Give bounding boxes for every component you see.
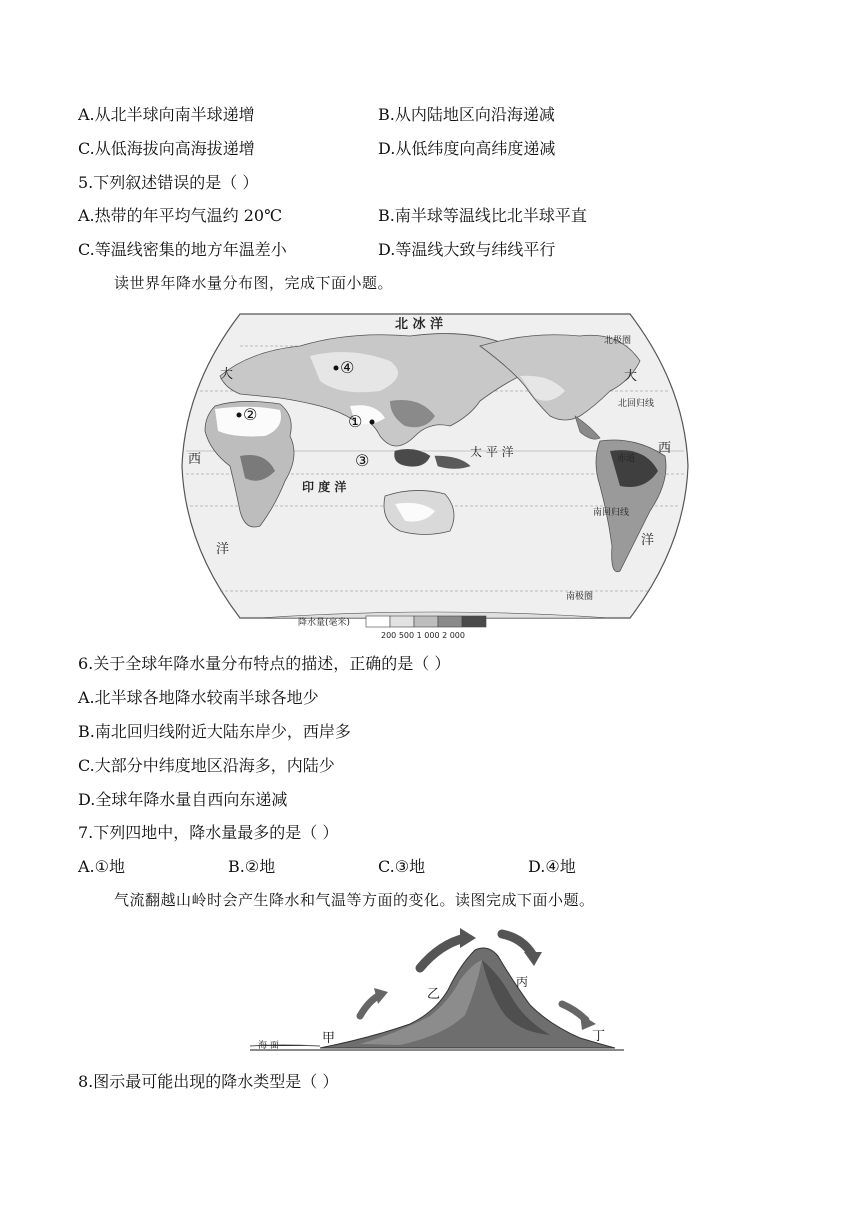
q7-option-c: C.③地: [378, 857, 426, 876]
atlantic-label-yang-left: 洋: [216, 542, 230, 557]
q6-option-b: B.南北回归线附近大陆东岸少，西岸多: [78, 722, 351, 741]
arctic-circle-label: 北极圈: [604, 336, 632, 346]
q6-option-d: D.全球年降水量自西向东递减: [78, 790, 288, 809]
label-yi: 乙: [427, 987, 441, 1002]
equator-label: 赤道: [617, 454, 636, 464]
q5-option-a: A.热带的年平均气温约 20℃: [78, 206, 282, 225]
atlantic-label-xi-left: 西: [188, 452, 202, 467]
point-2-label: ②: [243, 405, 258, 424]
legend-title: 降水量(毫米): [298, 618, 351, 628]
legend-swatches: [366, 616, 486, 627]
leeward-arrowhead: [580, 1014, 596, 1030]
q4-option-c: C.从低海拔向高海拔递增: [78, 139, 255, 158]
q6-option-c: C.大部分中纬度地区沿海多，内陆少: [78, 756, 335, 775]
windward-arrow: [360, 996, 378, 1016]
top-left-arrowhead: [460, 928, 476, 948]
atlantic-label-xi-right: 西: [658, 441, 672, 456]
q5-option-c: C.等温线密集的地方年温差小: [78, 240, 287, 259]
tropic-of-capricorn-label: 南回归线: [593, 508, 630, 518]
indian-ocean-label: 印 度 洋: [302, 480, 347, 494]
label-ding: 丁: [592, 1029, 606, 1044]
top-left-arrow: [420, 938, 465, 968]
antarctic-circle-label: 南极圈: [566, 592, 594, 602]
q4-option-b: B.从内陆地区向沿海递减: [378, 105, 555, 124]
q4-option-a: A.从北半球向南半球递增: [78, 105, 255, 124]
atlantic-label-da-right: 大: [624, 369, 638, 384]
legend-ticks: 200 500 1 000 2 000: [381, 631, 465, 640]
label-bing: 丙: [516, 975, 529, 989]
point-4-dot: [334, 366, 339, 371]
point-2-dot: [237, 413, 242, 418]
q7-stem: 7.下列四地中，降水量最多的是（ ）: [78, 823, 339, 842]
point-4-label: ④: [340, 358, 355, 377]
q5-option-d: D.等温线大致与纬线平行: [378, 240, 556, 259]
map-intro: 读世界年降水量分布图，完成下面小题。: [114, 274, 394, 292]
q5-stem: 5.下列叙述错误的是（ ）: [78, 173, 259, 192]
legend-swatch-1: [366, 616, 390, 627]
q7-option-d: D.④地: [528, 857, 576, 876]
pacific-ocean-label: 太 平 洋: [470, 445, 514, 459]
world-precipitation-map: [180, 306, 690, 640]
point-1-dot: [370, 420, 375, 425]
mountain-intro: 气流翻越山岭时会产生降水和气温等方面的变化。读图完成下面小题。: [114, 891, 595, 909]
point-3-label: ③: [355, 451, 370, 470]
q5-option-b: B.南半球等温线比北半球平直: [378, 206, 587, 225]
tropic-of-cancer-label: 北回归线: [618, 399, 655, 409]
arctic-ocean-label: 北 冰 洋: [395, 317, 444, 332]
q6-option-a: A.北半球各地降水较南半球各地少: [78, 688, 319, 707]
legend-swatch-4: [438, 616, 462, 627]
top-right-arrowhead: [524, 952, 542, 966]
sea-surface-label: 海 面: [258, 1041, 279, 1051]
q7-option-a: A.①地: [78, 857, 125, 876]
top-right-arrow: [502, 934, 532, 954]
q7-option-b: B.②地: [228, 857, 276, 876]
legend-swatch-5: [462, 616, 486, 627]
atlantic-label-yang-right: 洋: [641, 533, 655, 548]
atlantic-label-da-left: 大: [220, 367, 234, 382]
q4-option-d: D.从低纬度向高纬度递减: [378, 139, 556, 158]
orographic-diagram: [250, 920, 624, 1056]
label-jia: 甲: [322, 1031, 336, 1046]
q8-stem: 8.图示最可能出现的降水类型是（ ）: [78, 1072, 339, 1091]
q6-stem: 6.关于全球年降水量分布特点的描述，正确的是（ ）: [78, 654, 451, 673]
windward-arrowhead: [374, 988, 388, 1004]
legend-swatch-2: [390, 616, 414, 627]
point-1-label: ①: [348, 412, 363, 431]
legend-swatch-3: [414, 616, 438, 627]
